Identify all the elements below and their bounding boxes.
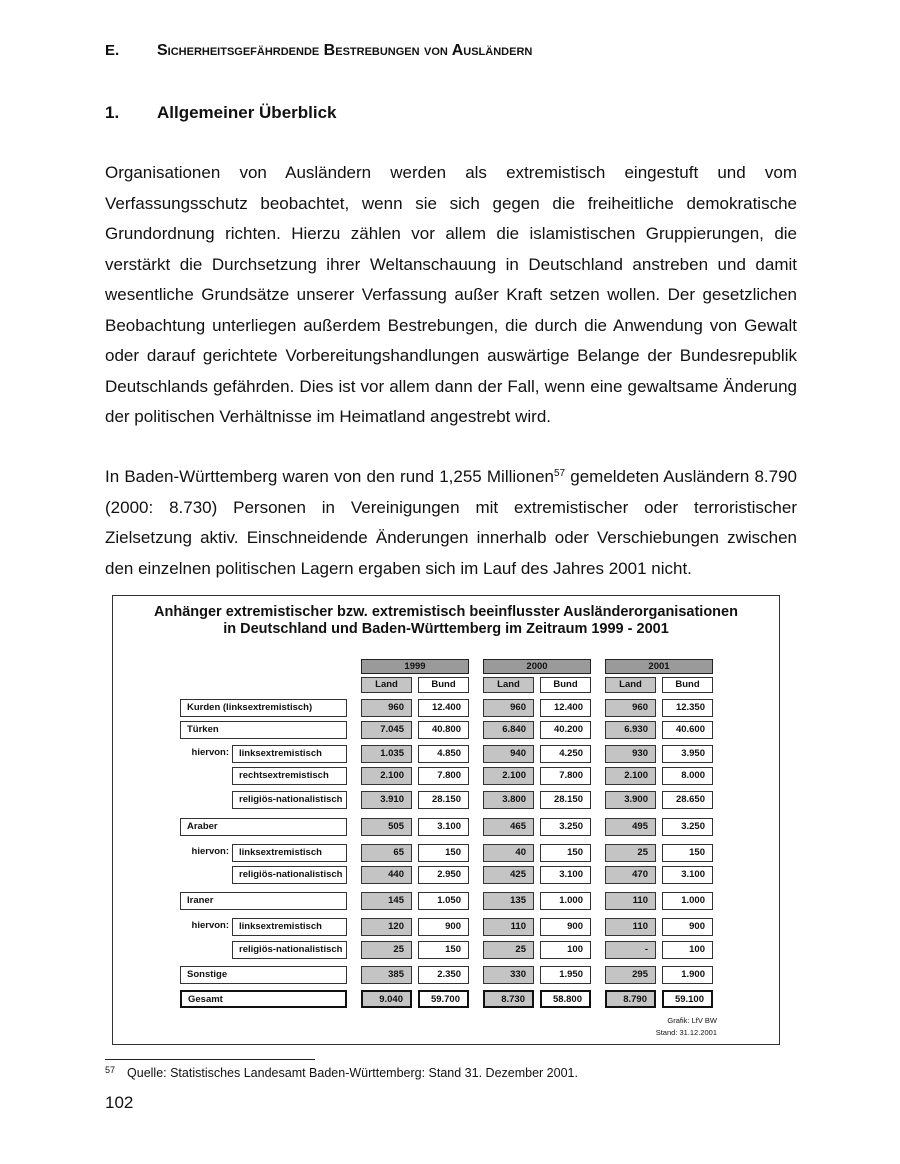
value-cell: 120 [361, 918, 412, 936]
value-cell: 3.910 [361, 791, 412, 809]
value-cell: 145 [361, 892, 412, 910]
value-cell: 7.800 [540, 767, 591, 785]
value-cell: 295 [605, 966, 656, 984]
row-label: religiös-nationalistisch [232, 791, 347, 809]
row-label: Iraner [180, 892, 347, 910]
supporters-table-figure [112, 595, 780, 1045]
value-cell: 900 [662, 918, 713, 936]
row-label: religiös-nationalistisch [232, 866, 347, 884]
value-cell: 59.700 [418, 990, 469, 1008]
footnote-reference[interactable]: 57 [553, 468, 566, 479]
row-prefix: hiervon: [191, 747, 229, 758]
value-cell: 900 [540, 918, 591, 936]
value-cell: 6.930 [605, 721, 656, 739]
row-label: religiös-nationalistisch [232, 941, 347, 959]
value-cell: 6.840 [483, 721, 534, 739]
value-cell: 1.050 [418, 892, 469, 910]
subsection-title: Allgemeiner Überblick [157, 103, 337, 122]
value-cell: 930 [605, 745, 656, 763]
value-cell: 3.100 [540, 866, 591, 884]
value-cell: 465 [483, 818, 534, 836]
value-cell: 385 [361, 966, 412, 984]
value-cell: 960 [361, 699, 412, 717]
value-cell: 59.100 [662, 990, 713, 1008]
value-cell: 12.400 [540, 699, 591, 717]
value-cell: 2.950 [418, 866, 469, 884]
section-label: E. [105, 42, 120, 59]
row-label: linksextremistisch [232, 844, 347, 862]
value-cell: 470 [605, 866, 656, 884]
row-label: Gesamt [180, 990, 347, 1008]
value-cell: 110 [605, 892, 656, 910]
value-cell: 25 [483, 941, 534, 959]
value-cell: 2.350 [418, 966, 469, 984]
subsection-label: 1. [105, 103, 120, 122]
row-label: Kurden (linksextremistisch) [180, 699, 347, 717]
subheader-land-2000: Land [483, 677, 534, 693]
row-label: linksextremistisch [232, 745, 347, 763]
chart-source: Grafik: LfV BW [667, 1016, 717, 1025]
footnote-text: Quelle: Statistisches Landesamt Baden-Württemberg: Stand 31. Dezember 2001. [127, 1066, 578, 1080]
value-cell: 2.100 [361, 767, 412, 785]
value-cell: 3.900 [605, 791, 656, 809]
value-cell: 960 [605, 699, 656, 717]
section-title: Sicherheitsgefährdende Bestrebungen von Ausländern [157, 42, 533, 59]
value-cell: 3.100 [418, 818, 469, 836]
value-cell: 960 [483, 699, 534, 717]
footnote-separator [105, 1059, 315, 1060]
year-header-2000: 2000 [483, 659, 591, 674]
value-cell: 150 [418, 941, 469, 959]
value-cell: 135 [483, 892, 534, 910]
chart-title-line-2: in Deutschland und Baden-Württemberg im Zeitraum 1999 - 2001 [223, 621, 669, 637]
page-number: 102 [105, 1093, 134, 1112]
value-cell: 3.250 [662, 818, 713, 836]
paragraph-intro: Organisationen von Ausländern werden als extremistisch eingestuft und vom Verfassungsschutz beobachtet, wenn sie sich gegen die freiheitliche demokratische Grundordnung richten. Hierzu zählen vor allem die islamistischen Gruppierungen, die verstärkt die Durchsetzung ihrer Weltanschauung in Deutschland anstreben und damit wesentliche Grundsätze unserer Verfassung außer Kraft setzen wollen. Der gesetzlichen Beobachtung unterliegen außerdem Bestrebungen, die durch die Anwendung von Gewalt oder darauf gerichtete Vorbereitungshandlungen auswärtige Belange der Bundesrepublik Deutschlands gefährden. Dies ist vor allem dann der Fall, wenn eine gewaltsame Änderung der politischen Verhältnisse im Heimatland angestrebt wird. [105, 163, 797, 426]
value-cell: 25 [605, 844, 656, 862]
value-cell: 100 [662, 941, 713, 959]
value-cell: 8.730 [483, 990, 534, 1008]
year-header-2001: 2001 [605, 659, 713, 674]
value-cell: 150 [418, 844, 469, 862]
value-cell: 900 [418, 918, 469, 936]
value-cell: 7.045 [361, 721, 412, 739]
paragraph-statistics-end: gemeldeten Ausländern 8.790 (2000: 8.730) Personen in Vereinigungen mit extremistischer oder terroristischer Zielsetzung aktiv. Einschneidende Änderungen innerhalb oder Verschiebungen zwischen den einzelnen politischen Lagern ergaben sich im Lauf des Jahres 2001 nicht. [105, 467, 797, 578]
row-label: rechtsextremistisch [232, 767, 347, 785]
value-cell: 2.100 [605, 767, 656, 785]
value-cell: 25 [361, 941, 412, 959]
value-cell: 440 [361, 866, 412, 884]
value-cell: 330 [483, 966, 534, 984]
value-cell: 1.900 [662, 966, 713, 984]
value-cell: 8.790 [605, 990, 656, 1008]
year-header-1999: 1999 [361, 659, 469, 674]
value-cell: - [605, 941, 656, 959]
value-cell: 40 [483, 844, 534, 862]
row-prefix: hiervon: [191, 920, 229, 931]
value-cell: 1.950 [540, 966, 591, 984]
subheader-bund-1999: Bund [418, 677, 469, 693]
value-cell: 12.400 [418, 699, 469, 717]
value-cell: 940 [483, 745, 534, 763]
value-cell: 40.200 [540, 721, 591, 739]
value-cell: 425 [483, 866, 534, 884]
row-label: Araber [180, 818, 347, 836]
value-cell: 150 [662, 844, 713, 862]
value-cell: 110 [483, 918, 534, 936]
footnote [105, 1065, 578, 1080]
subheader-land-2001: Land [605, 677, 656, 693]
chart-title-line-1: Anhänger extremistischer bzw. extremistisch beeinflusster Ausländerorganisationen [154, 604, 738, 620]
subheader-bund-2001: Bund [662, 677, 713, 693]
value-cell: 100 [540, 941, 591, 959]
value-cell: 3.950 [662, 745, 713, 763]
value-cell: 7.800 [418, 767, 469, 785]
chart-date: Stand: 31.12.2001 [655, 1028, 717, 1037]
value-cell: 1.035 [361, 745, 412, 763]
value-cell: 1.000 [662, 892, 713, 910]
value-cell: 28.150 [540, 791, 591, 809]
value-cell: 28.150 [418, 791, 469, 809]
row-prefix: hiervon: [191, 846, 229, 857]
value-cell: 40.800 [418, 721, 469, 739]
footnote-number: 57 [105, 1065, 116, 1075]
value-cell: 495 [605, 818, 656, 836]
value-cell: 3.100 [662, 866, 713, 884]
value-cell: 2.100 [483, 767, 534, 785]
value-cell: 110 [605, 918, 656, 936]
value-cell: 3.800 [483, 791, 534, 809]
value-cell: 4.250 [540, 745, 591, 763]
subheader-bund-2000: Bund [540, 677, 591, 693]
value-cell: 4.850 [418, 745, 469, 763]
value-cell: 150 [540, 844, 591, 862]
paragraph-statistics-start: In Baden-Württemberg waren von den rund 1,255 Millionen [105, 467, 554, 486]
value-cell: 65 [361, 844, 412, 862]
value-cell: 40.600 [662, 721, 713, 739]
row-label: Türken [180, 721, 347, 739]
row-label: Sonstige [180, 966, 347, 984]
value-cell: 1.000 [540, 892, 591, 910]
subheader-land-1999: Land [361, 677, 412, 693]
value-cell: 12.350 [662, 699, 713, 717]
value-cell: 505 [361, 818, 412, 836]
value-cell: 8.000 [662, 767, 713, 785]
value-cell: 3.250 [540, 818, 591, 836]
paragraph-statistics [105, 462, 797, 584]
value-cell: 28.650 [662, 791, 713, 809]
value-cell: 58.800 [540, 990, 591, 1008]
row-label: linksextremistisch [232, 918, 347, 936]
value-cell: 9.040 [361, 990, 412, 1008]
